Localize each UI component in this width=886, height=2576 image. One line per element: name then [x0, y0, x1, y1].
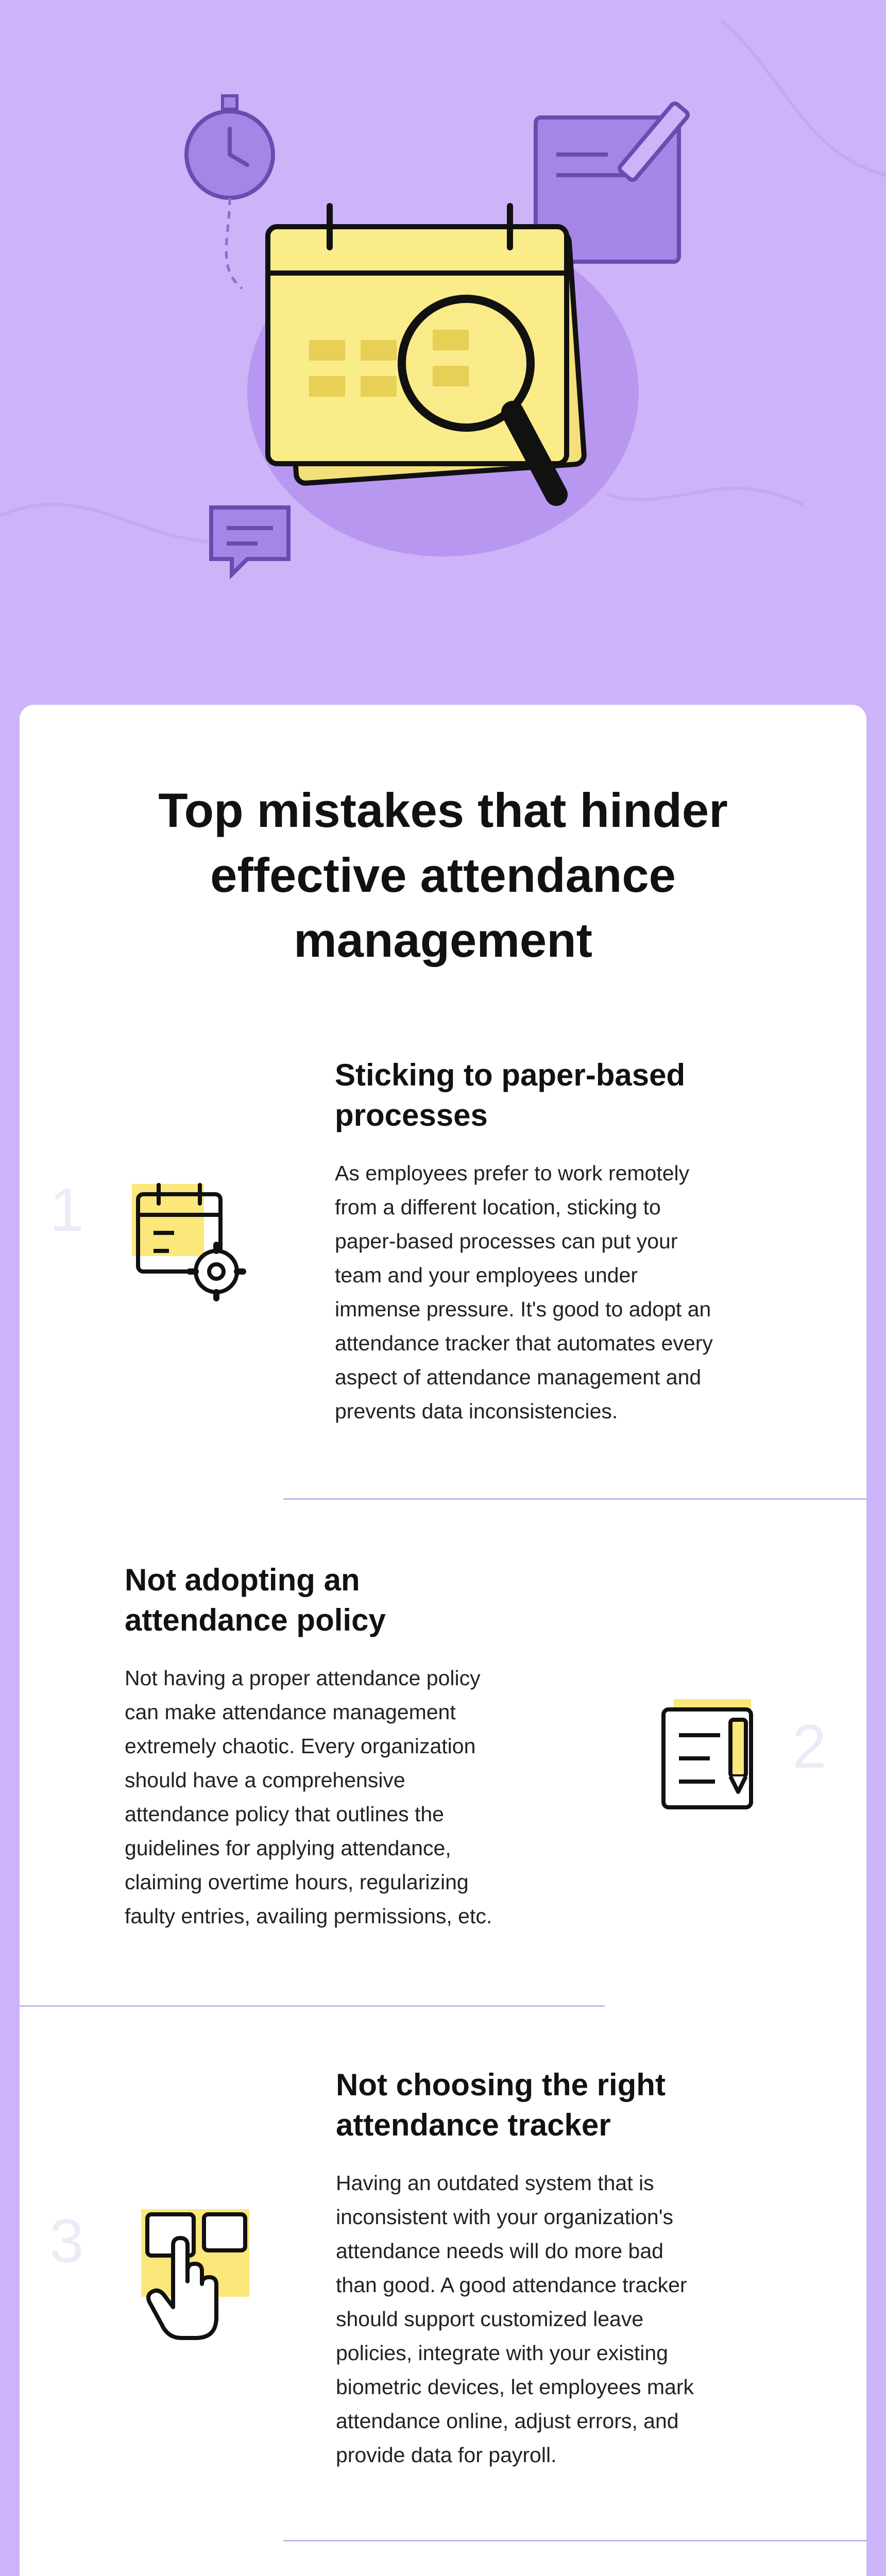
section-number: 3	[49, 2207, 84, 2276]
section-title	[336, 2065, 830, 2145]
body-line: can make attendance management	[125, 1700, 456, 1724]
body-line: attendance policy that outlines the	[125, 1802, 444, 1826]
section-title-line: Not adopting an	[125, 1563, 360, 1597]
section-title-line: attendance tracker	[336, 2108, 611, 2142]
chat-bubble-icon	[211, 507, 288, 574]
divider	[283, 1498, 866, 1500]
section-title-line: attendance policy	[125, 1603, 386, 1637]
body-line: faulty entries, availing permissions, etc.	[125, 1904, 492, 1928]
hero-art	[0, 0, 886, 701]
body-line: than good. A good attendance tracker	[336, 2273, 687, 2297]
section-title	[125, 1560, 619, 1640]
stopwatch-icon	[186, 96, 273, 198]
body-line: prevents data inconsistencies.	[335, 1399, 618, 1423]
divider	[283, 2540, 866, 2541]
section-3	[336, 2065, 830, 2472]
body-line: Not having a proper attendance policy	[125, 1666, 481, 1690]
calendar-gear-icon	[117, 1174, 251, 1305]
body-line: policies, integrate with your existing	[336, 2341, 668, 2365]
body-line: As employees prefer to work remotely	[335, 1161, 690, 1185]
section-title	[335, 1055, 829, 1136]
title-line: Top mistakes that hinder	[158, 783, 728, 837]
body-line: attendance online, adjust errors, and	[336, 2409, 679, 2433]
body-line: should have a comprehensive	[125, 1768, 405, 1792]
hand-selecting-icon	[132, 2199, 266, 2351]
body-line: attendance tracker that automates every	[335, 1331, 713, 1355]
body-line: paper-based processes can put your	[335, 1229, 678, 1253]
section-title-line: Not choosing the right	[336, 2067, 666, 2102]
body-line: claiming overtime hours, regularizing	[125, 1870, 469, 1894]
body-line: extremely chaotic. Every organization	[125, 1734, 476, 1758]
body-line: aspect of attendance management and	[335, 1365, 702, 1389]
divider	[20, 2005, 605, 2007]
section-body	[125, 1661, 619, 1933]
body-line: immense pressure. It's good to adopt an	[335, 1297, 711, 1321]
body-line: provide data for payroll.	[336, 2443, 557, 2467]
section-title-line: Sticking to paper-based	[335, 1058, 686, 1092]
policy-document-icon	[638, 1684, 761, 1820]
body-line: team and your employees under	[335, 1263, 638, 1287]
body-line: biometric devices, let employees mark	[336, 2375, 694, 2399]
section-2	[125, 1560, 619, 1933]
section-body	[335, 1156, 829, 1428]
body-line: guidelines for applying attendance,	[125, 1836, 451, 1860]
section-number: 1	[49, 1175, 84, 1244]
content-card	[20, 705, 866, 2576]
title-line: effective attendance	[210, 848, 676, 902]
body-line: attendance needs will do more bad	[336, 2239, 663, 2263]
body-line: from a different location, sticking to	[335, 1195, 661, 1219]
section-title-line: processes	[335, 1098, 488, 1132]
page-title	[20, 778, 866, 973]
body-line: Having an outdated system that is	[336, 2171, 654, 2195]
hero-illustration	[0, 0, 886, 701]
title-line: management	[294, 913, 592, 967]
section-1	[335, 1055, 829, 1428]
body-line: should support customized leave	[336, 2307, 644, 2331]
section-body	[336, 2166, 830, 2472]
body-line: inconsistent with your organization's	[336, 2205, 674, 2229]
section-number: 2	[792, 1712, 827, 1781]
